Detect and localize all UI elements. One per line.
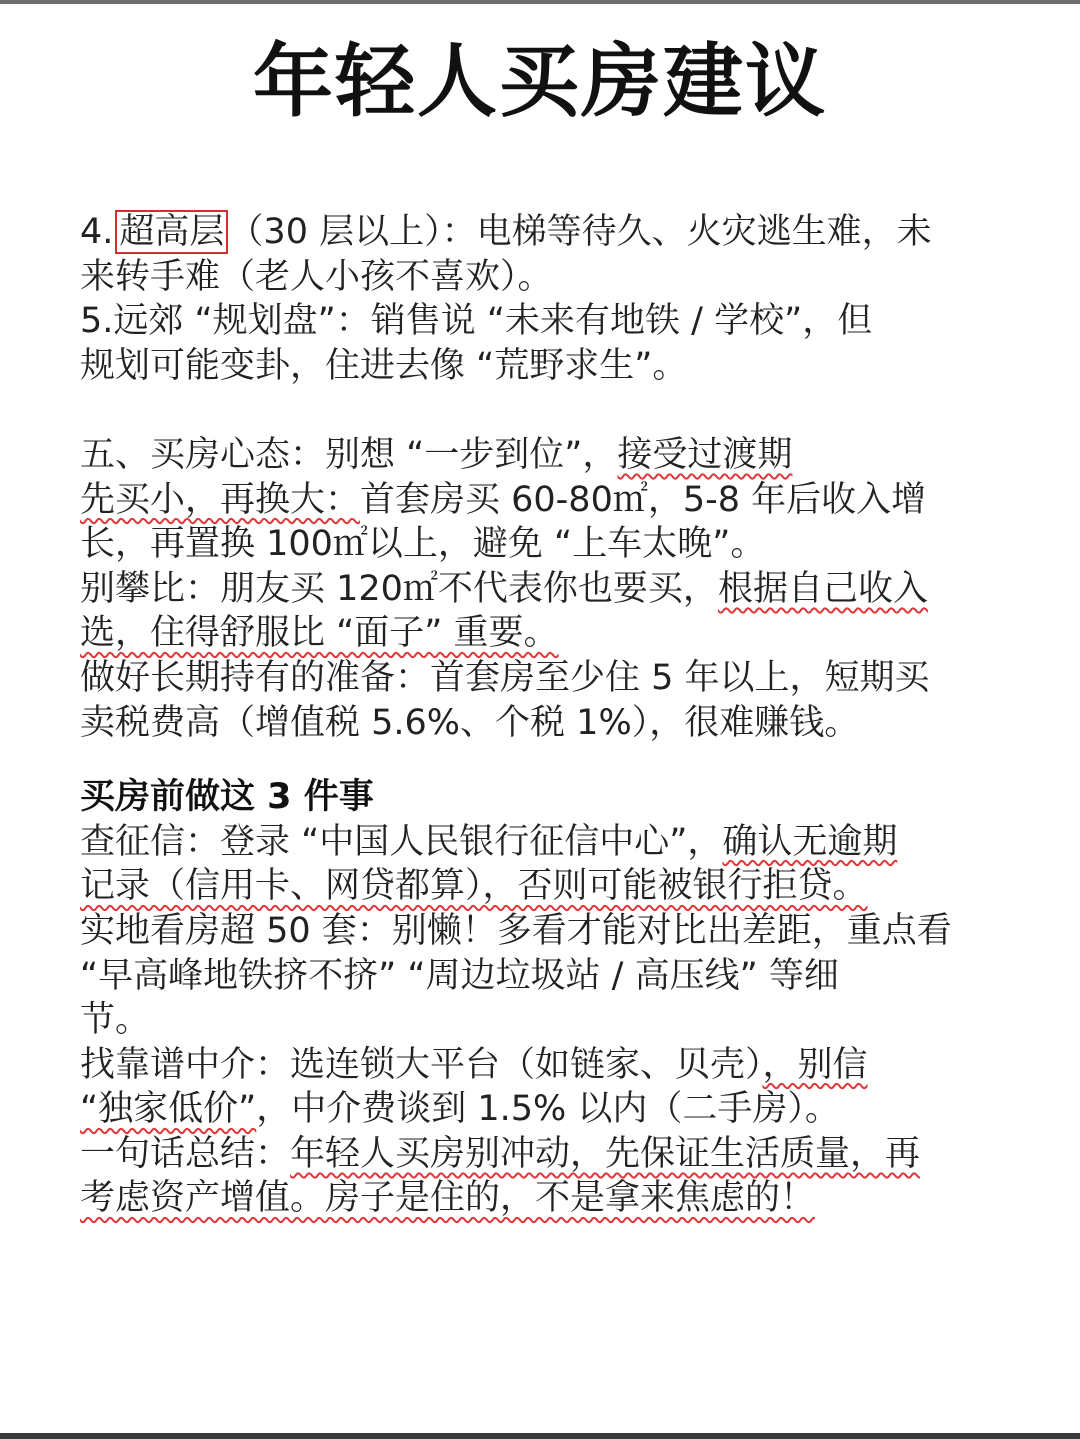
- mind-line-1: [80, 433, 1000, 478]
- three-line-5: 节。: [80, 1000, 151, 1041]
- mind-line-2-underlined: 先买小，再换大：: [80, 479, 361, 520]
- s4-line-1: [80, 210, 1000, 255]
- three-line-3: 实地看房超 50 套：别懒！多看才能对比出差距，重点看: [80, 910, 952, 951]
- mind-line-5-underlined: 选，住得舒服比 “面子” 重要。: [80, 613, 559, 654]
- mind-line-4: [80, 567, 1000, 612]
- mind-line-4-plain: 别攀比：朋友买 120㎡不代表你也要买，: [80, 568, 718, 609]
- three-line-9: [80, 1176, 1000, 1221]
- s4-boxed-highlight: 超高层: [115, 210, 228, 254]
- three-line-7: [80, 1087, 1000, 1132]
- s4-line-2: 来转手难（老人小孩不喜欢）。: [80, 256, 553, 297]
- article-body: [80, 210, 1000, 1221]
- paragraph-gap: [80, 745, 1000, 775]
- s5-line-1: 5.远郊 “规划盘”：销售说 “未来有地铁 / 学校”，但: [80, 301, 873, 342]
- three-line-6-underlined: ，别信: [762, 1044, 868, 1085]
- mind-line-2: [80, 478, 1000, 523]
- mind-line-1-underlined: 接受过渡期: [617, 434, 793, 475]
- three-line-2-underlined: 记录（信用卡、网贷都算），否则可能被银行拒贷。: [80, 866, 868, 907]
- mind-line-4-underlined: 根据自己收入: [717, 568, 928, 609]
- three-line-6: [80, 1043, 1000, 1088]
- section-heading: 买房前做这 3 件事: [80, 777, 374, 818]
- mind-line-1-plain: 五、买房心态：别想 “一步到位”，: [80, 434, 618, 475]
- mind-line-3: 长，再置换 100㎡以上，避免 “上车太晚”。: [80, 524, 766, 565]
- three-line-7-plain: ，中介费谈到 1.5% 以内（二手房）。: [256, 1089, 840, 1130]
- mind-line-5: [80, 611, 1000, 656]
- paragraph-gap: [80, 388, 1000, 433]
- mind-line-6: 做好长期持有的准备：首套房至少住 5 年以上，短期买: [80, 657, 930, 698]
- three-line-7-underlined: “独家低价”: [80, 1089, 257, 1130]
- three-line-8-underlined: 年轻人买房别冲动，先保证生活质量，再: [290, 1133, 921, 1174]
- three-line-6-plain: 找靠谱中介：选连锁大平台（如链家、贝壳）: [80, 1044, 763, 1085]
- three-line-8-plain: 一句话总结：: [80, 1133, 291, 1174]
- page-title: 年轻人买房建议: [253, 35, 827, 128]
- three-line-1: [80, 820, 1000, 865]
- three-line-1-plain: 查征信：登录 “中国人民银行征信中心”，: [80, 821, 723, 862]
- three-line-1-underlined: 确认无逾期: [722, 821, 898, 862]
- mind-line-7: 卖税费高（增值税 5.6%、个税 1%），很难赚钱。: [80, 702, 860, 743]
- bottom-border: [0, 1433, 1080, 1439]
- three-line-8: [80, 1132, 1000, 1177]
- three-line-9-underlined: 考虑资产增值。房子是住的，不是拿来焦虑的！: [80, 1178, 816, 1219]
- s4-prefix: 4.: [80, 212, 114, 252]
- s5-line-2: 规划可能变卦，住进去像 “荒野求生”。: [80, 345, 688, 386]
- top-border: [0, 0, 1080, 4]
- three-line-2: [80, 864, 1000, 909]
- mind-line-2-plain: 首套房买 60-80㎡，5-8 年后收入增: [360, 479, 927, 520]
- three-line-4: “早高峰地铁挤不挤” “周边垃圾站 / 高压线” 等细: [80, 955, 839, 996]
- s4-line-1-rest: （30 层以上）：电梯等待久、火灾逃生难，未: [228, 212, 932, 252]
